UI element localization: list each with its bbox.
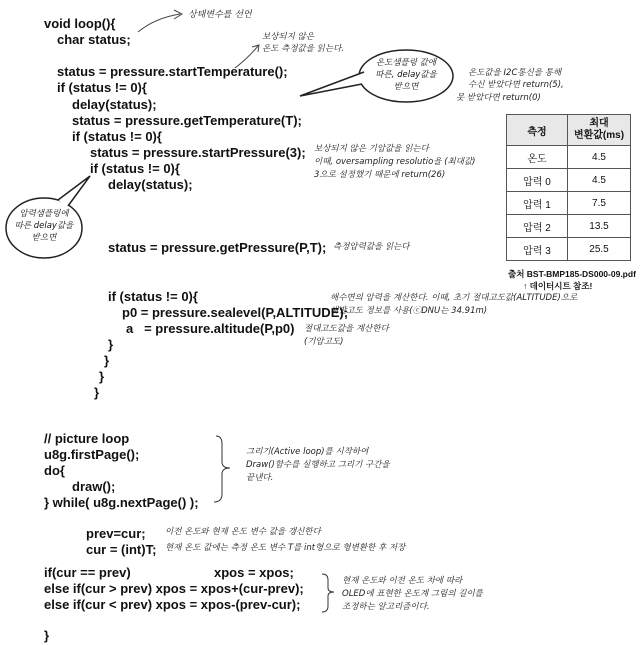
note-get-pressure: 측정압력값을 읽는다 (333, 242, 410, 252)
code-update-2: cur = (int)T; (86, 542, 157, 557)
brace-picture (214, 436, 230, 502)
code-line-4: if (status != 0){ (57, 80, 147, 95)
table-cell-value: 4.5 (568, 146, 631, 169)
code-picture-4: draw(); (72, 479, 116, 494)
note-sealevel-2: 해발고도 정보를 사용(ⓒDNU는 34.91m) (330, 306, 488, 316)
bubble-temp-text: 온도샘플링 값에 따른, delay값을 받으면 (375, 58, 437, 92)
table-row (507, 192, 631, 215)
table-cell-value: 7.5 (568, 192, 631, 215)
note-i2c-3: 못 받았다면 return(0) (456, 93, 541, 103)
table-cell-measure: 온도 (507, 146, 568, 169)
code-brace-2: } (104, 353, 110, 368)
note-pressure-3: 3으로 설정했기 때문에 return(26) (314, 170, 446, 180)
brace-xpos (322, 574, 334, 612)
note-i2c-1: 온도값을 I2C통신을 통해 (468, 68, 562, 78)
note-cast-int: 현재 온도 값에는 측정 온도 변수 T를 int형으로 형변환한 후 저장 (165, 543, 406, 553)
source-citation: 출처 BST-BMP185-DS000-09.pdf (508, 269, 636, 279)
note-altitude-2: (기압고도) (304, 337, 344, 347)
note-algo-2: OLED에 표현한 온도계 그림의 길이를 (342, 589, 483, 599)
code-line-7: if (status != 0){ (72, 129, 162, 144)
note-update-prev: 이전 온도와 현재 온도 변수 값을 갱신한다 (165, 527, 321, 537)
source-note: ↑ 데이터시트 참조! (523, 281, 593, 291)
table-cell-measure: 압력 3 (507, 238, 568, 261)
table-cell-value: 13.5 (568, 215, 631, 238)
table-cell-value: 4.5 (568, 169, 631, 192)
arrow-status (138, 14, 180, 32)
code-xpos-1b: xpos = xpos; (214, 565, 294, 580)
note-altitude-1: 절대고도값을 계산한다 (304, 324, 389, 334)
table-cell-value: 25.5 (568, 238, 631, 261)
bubble-pressure-text: 압력샘플링에 따른 delay값을 받으면 (14, 209, 74, 243)
table-row (507, 146, 631, 169)
code-brace-4: } (94, 385, 100, 400)
code-line-8: status = pressure.startPressure(3); (90, 145, 306, 160)
code-line-14: a = pressure.altitude(P,p0) (126, 321, 295, 336)
code-line-9: if (status != 0){ (90, 161, 180, 176)
note-algo-1: 현재 온도와 이전 온도 차에 따라 (342, 576, 463, 586)
note-draw-2: Draw()함수를 실행하고 그리기 구간을 (246, 460, 390, 470)
note-i2c-2: 수신 받았다면 return(5), (468, 80, 564, 90)
table-row (507, 169, 631, 192)
note-temp-uncomp-1: 보상되지 않은 (262, 32, 314, 42)
note-sealevel-1: 해수면의 압력을 계산한다. 이때, 초기 절대고도값(ALTITUDE)으로 (330, 293, 578, 303)
code-line-1: void loop(){ (44, 16, 116, 31)
arrow-temp (235, 46, 258, 68)
code-picture-2: u8g.firstPage(); (44, 447, 140, 462)
table-cell-measure: 압력 0 (507, 169, 568, 192)
table-header-max: 최대 변환값(ms) (568, 115, 631, 146)
note-draw-3: 끝낸다. (246, 473, 274, 483)
code-update-1: prev=cur; (86, 526, 146, 541)
code-line-2: char status; (57, 32, 131, 47)
code-xpos-4: } (44, 628, 50, 643)
note-temp-uncomp-2: 온도 측정값을 읽는다. (262, 44, 345, 54)
code-picture-5: } while( u8g.nextPage() ); (44, 495, 199, 510)
code-picture-1: // picture loop (44, 431, 130, 446)
code-picture-3: do{ (44, 463, 65, 478)
code-line-11: status = pressure.getPressure(P,T); (108, 240, 327, 255)
code-line-13: p0 = pressure.sealevel(P,ALTITUDE); (122, 305, 349, 320)
table-row (507, 215, 631, 238)
code-line-3: status = pressure.startTemperature(); (57, 64, 288, 79)
conversion-time-table (506, 114, 631, 261)
code-brace-1: } (108, 337, 114, 352)
note-status-declare: 상태변수를 선언 (188, 10, 252, 20)
code-xpos-2: else if(cur > prev) xpos = xpos+(cur-prev); (44, 581, 304, 596)
code-line-12: if (status != 0){ (108, 289, 198, 304)
table-header-measure: 측정 (507, 115, 568, 146)
note-pressure-2: 이때, oversampling resolutio을 (최대값) (314, 157, 476, 167)
code-brace-3: } (99, 369, 105, 384)
table-cell-measure: 압력 2 (507, 215, 568, 238)
note-draw-1: 그리기(Active loop)를 시작하여 (246, 447, 369, 457)
note-pressure-1: 보상되지 않은 기압값을 읽는다 (314, 144, 429, 154)
code-line-6: status = pressure.getTemperature(T); (72, 113, 302, 128)
code-line-10: delay(status); (108, 177, 193, 192)
table-cell-measure: 압력 1 (507, 192, 568, 215)
code-xpos-1: if(cur == prev) (44, 565, 131, 580)
table-row (507, 238, 631, 261)
note-algo-3: 조정하는 알고리즘이다. (342, 602, 430, 612)
code-line-5: delay(status); (72, 97, 157, 112)
code-xpos-3: else if(cur < prev) xpos = xpos-(prev-cur); (44, 597, 301, 612)
